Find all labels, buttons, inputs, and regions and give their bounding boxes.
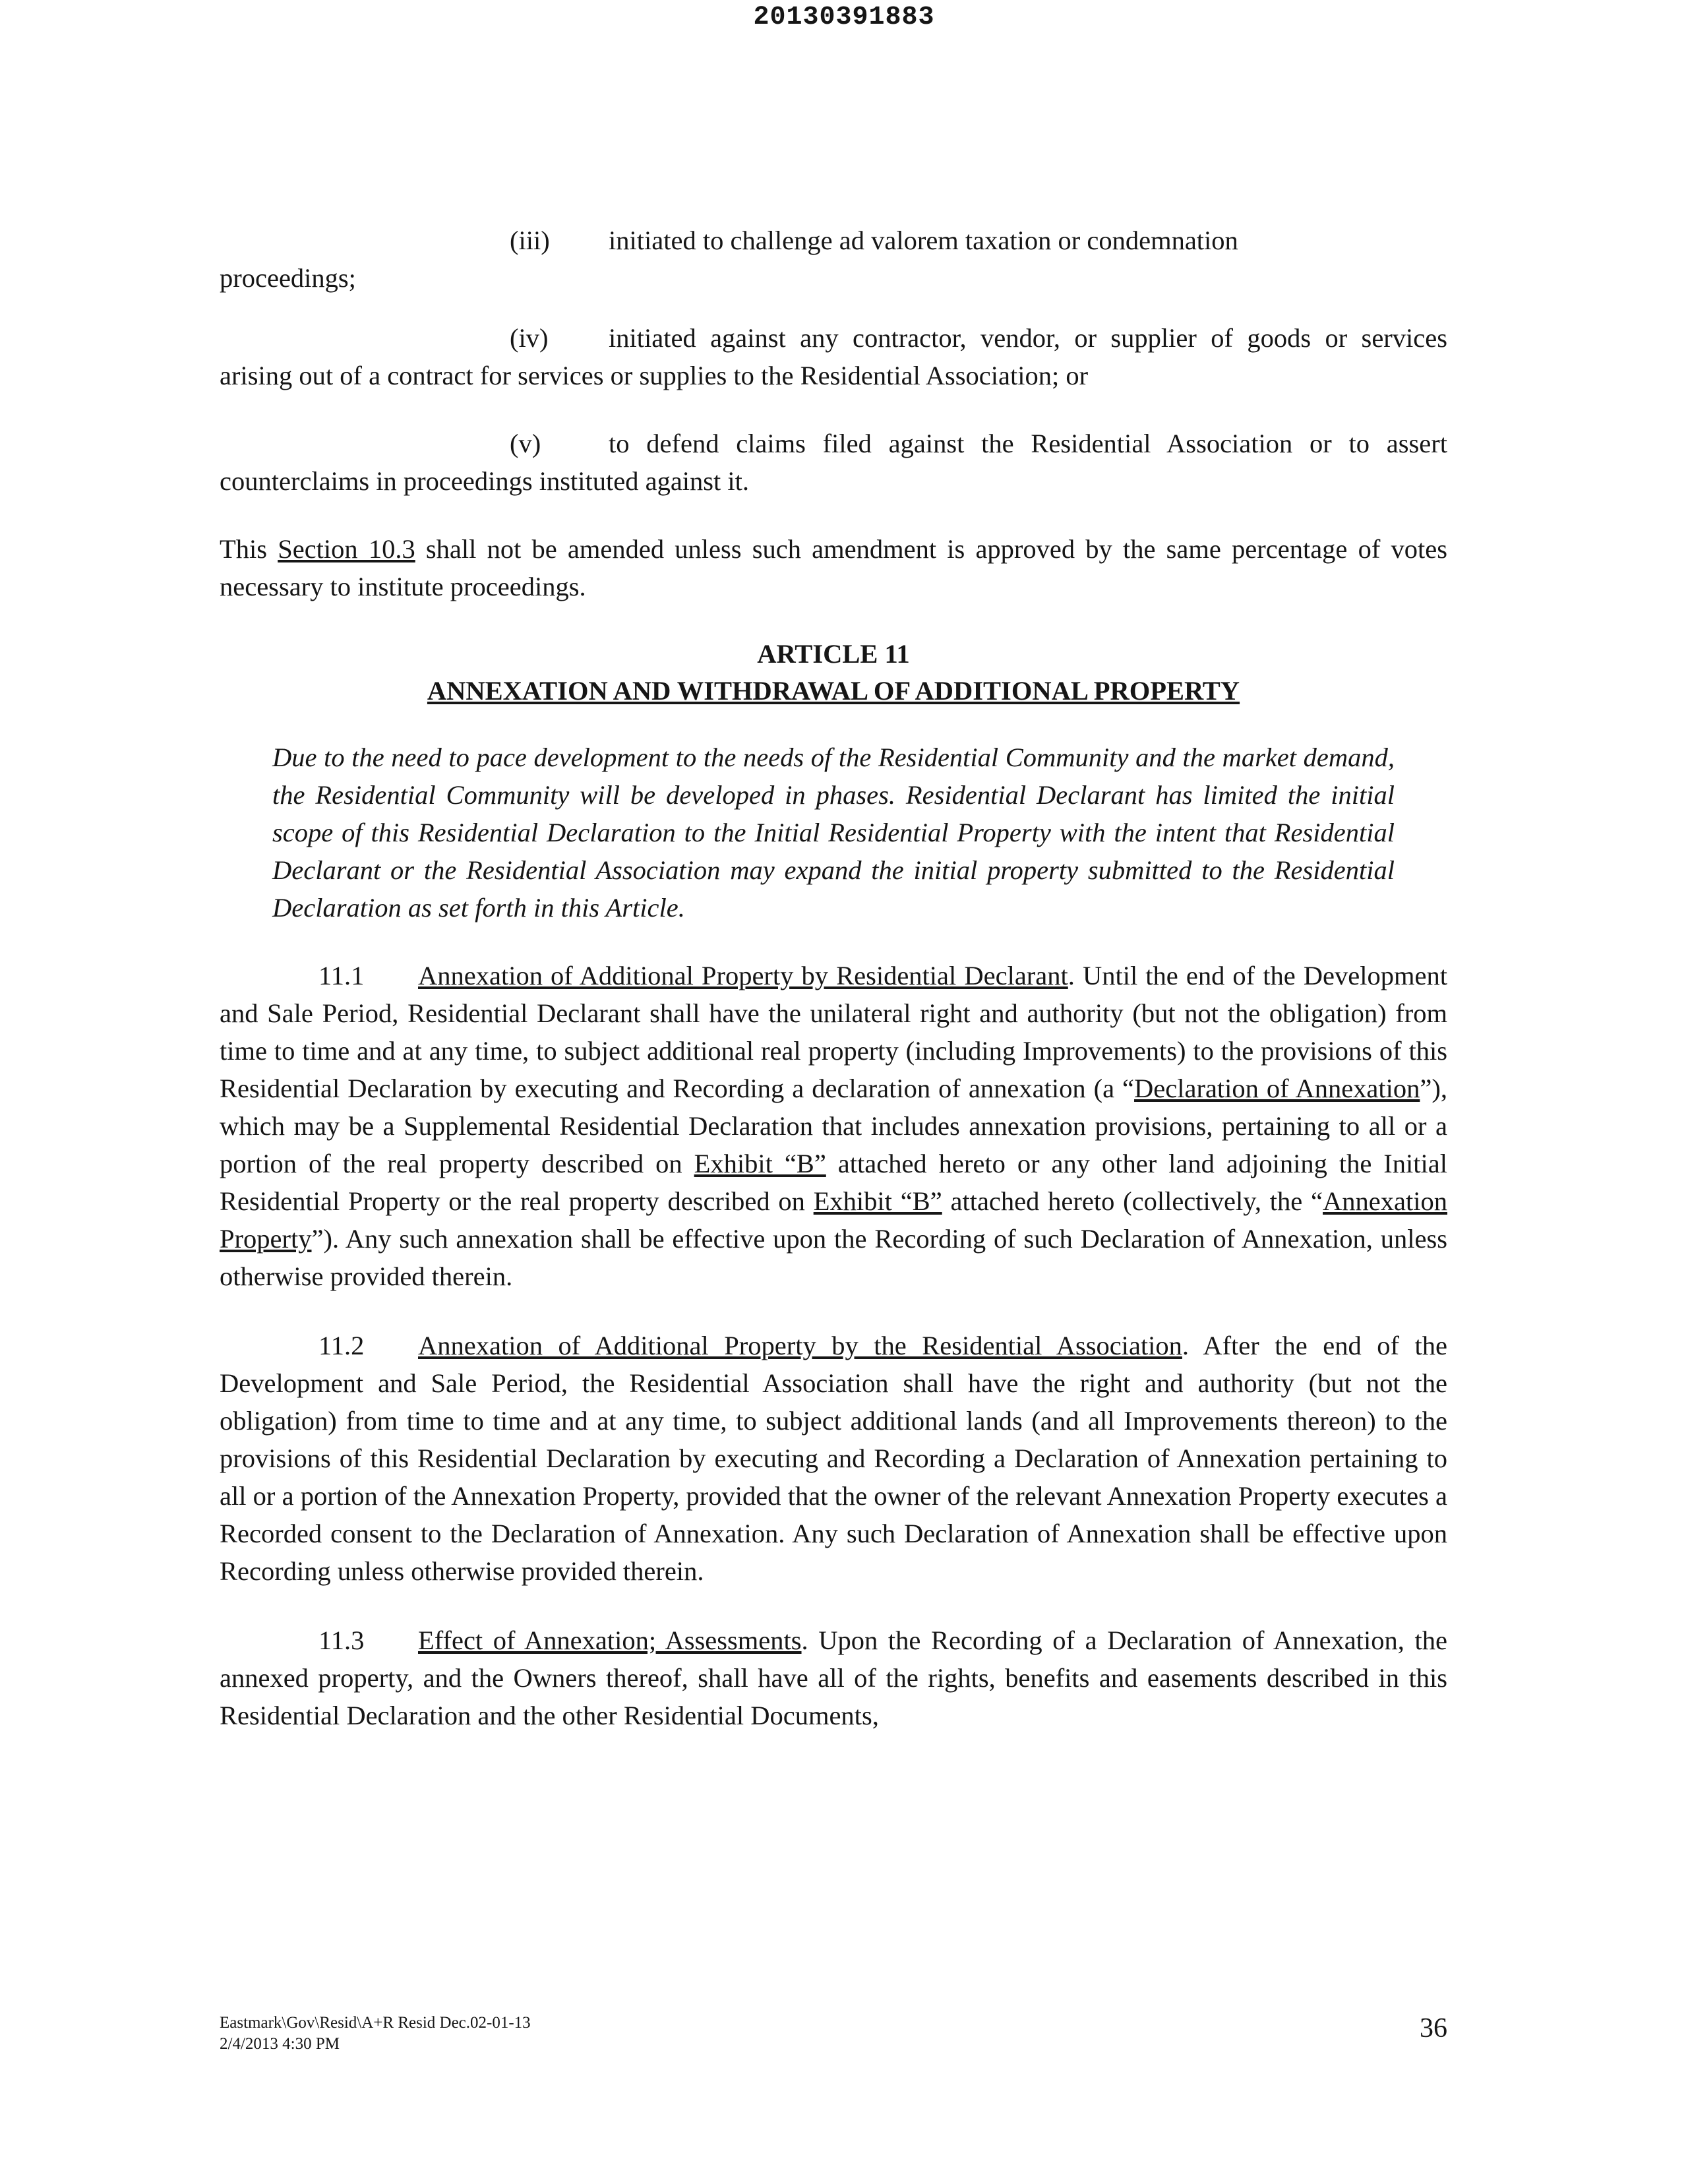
section-title: Annexation of Additional Property by the Residential Association <box>418 1331 1182 1360</box>
page-number: 36 <box>1420 2013 1447 2044</box>
article-number: ARTICLE 11 <box>757 639 910 669</box>
exhibit-reference: Exhibit “B” <box>813 1186 942 1216</box>
section-number: 11.1 <box>318 961 365 990</box>
section-text: attached hereto (collectively, the “ <box>942 1186 1323 1216</box>
article-heading <box>220 636 1447 710</box>
section-reference: Section 10.3 <box>278 534 415 564</box>
item-label: (v) <box>510 429 541 458</box>
document-body <box>220 222 1447 1766</box>
section-number: 11.2 <box>318 1331 365 1360</box>
list-item-v <box>220 425 1447 500</box>
clause-suffix: shall not be amended unless such amendment is approved by the same percentage of votes necessary to institute proceedings. <box>220 534 1447 601</box>
item-text: to defend claims filed against the Residential Association or to assert counterclaims in proceedings instituted against it. <box>220 429 1447 496</box>
section-text: . After the end of the Development and Sale Period, the Residential Association shall have the right and authority (but not the obligation) from time to time and at any time, to subject additional lands (and all Improvements thereon) to the provisions of this Residential Declaration by executing and Recording a Declaration of Annexation pertaining to all or a portion of the Annexation Property, provided that the owner of the relevant Annexation Property executes a Recorded consent to the Declaration of Annexation. Any such Declaration of Annexation shall be effective upon Recording unless otherwise provided therein. <box>220 1331 1447 1586</box>
article-intro: Due to the need to pace development to the needs of the Residential Community and the market demand, the Residential Community will be developed in phases. Residential Declarant has limited the initial scope of this Residential Declaration to the Initial Residential Property with the intent that Residential Declarant or the Residential Association may expand the initial property submitted to the Residential Declaration as set forth in this Article. <box>272 743 1395 923</box>
section-title: Effect of Annexation; Assessments <box>418 1625 802 1655</box>
footer-file-info <box>220 2013 531 2055</box>
section-text: ”). Any such annexation shall be effective upon the Recording of such Declaration of Annexation, unless otherwise provided therein. <box>220 1224 1447 1291</box>
item-text: initiated against any contractor, vendor, or supplier of goods or services arising out of a contract for services or supplies to the Residential Association; or <box>220 323 1447 390</box>
item-text-continued: proceedings; <box>220 263 356 293</box>
footer-path: Eastmark\Gov\Resid\A+R Resid Dec.02-01-13 <box>220 2014 531 2032</box>
item-text: initiated to challenge ad valorem taxation or condemnation <box>609 226 1238 255</box>
item-label: (iii) <box>510 226 550 255</box>
section-11-2 <box>220 1327 1447 1590</box>
list-item-iii <box>220 222 1447 297</box>
defined-term: Annexation Property <box>220 1186 1447 1254</box>
section-text: attached hereto or any other land adjoining the Initial Residential Property or the real property described on <box>220 1149 1448 1216</box>
section-text: . Until the end of the Development and Sale Period, Residential Declarant shall have the unilateral right and authority (but not the obligation) from time to time and at any time, to subject additional real property (including Improvements) to the provisions of this Residential Declaration by executing and Recording a declaration of annexation (a “ <box>220 961 1447 1103</box>
section-11-3 <box>220 1622 1447 1734</box>
article-title: ANNEXATION AND WITHDRAWAL OF ADDITIONAL PROPERTY <box>427 676 1240 706</box>
clause-prefix: This <box>220 534 278 564</box>
section-number: 11.3 <box>318 1625 365 1655</box>
list-item-iv <box>220 319 1447 394</box>
amendment-clause <box>220 530 1447 605</box>
section-11-1 <box>220 957 1447 1295</box>
section-title: Annexation of Additional Property by Residential Declarant <box>418 961 1068 990</box>
footer-timestamp: 2/4/2013 4:30 PM <box>220 2035 340 2053</box>
item-label: (iv) <box>510 323 549 353</box>
document-number: 20130391883 <box>753 3 935 32</box>
exhibit-reference: Exhibit “B” <box>694 1149 826 1178</box>
section-text: ”), which may be a Supplemental Residential Declaration that includes annexation provisions, pertaining to all or a portion of the real property described on <box>220 1074 1447 1178</box>
section-text: . Upon the Recording of a Declaration of Annexation, the annexed property, and the Owners thereof, shall have all of the rights, benefits and easements described in this Residential Declaration and the other Residential Documents, <box>220 1625 1447 1730</box>
defined-term: Declaration of Annexation <box>1134 1074 1420 1103</box>
